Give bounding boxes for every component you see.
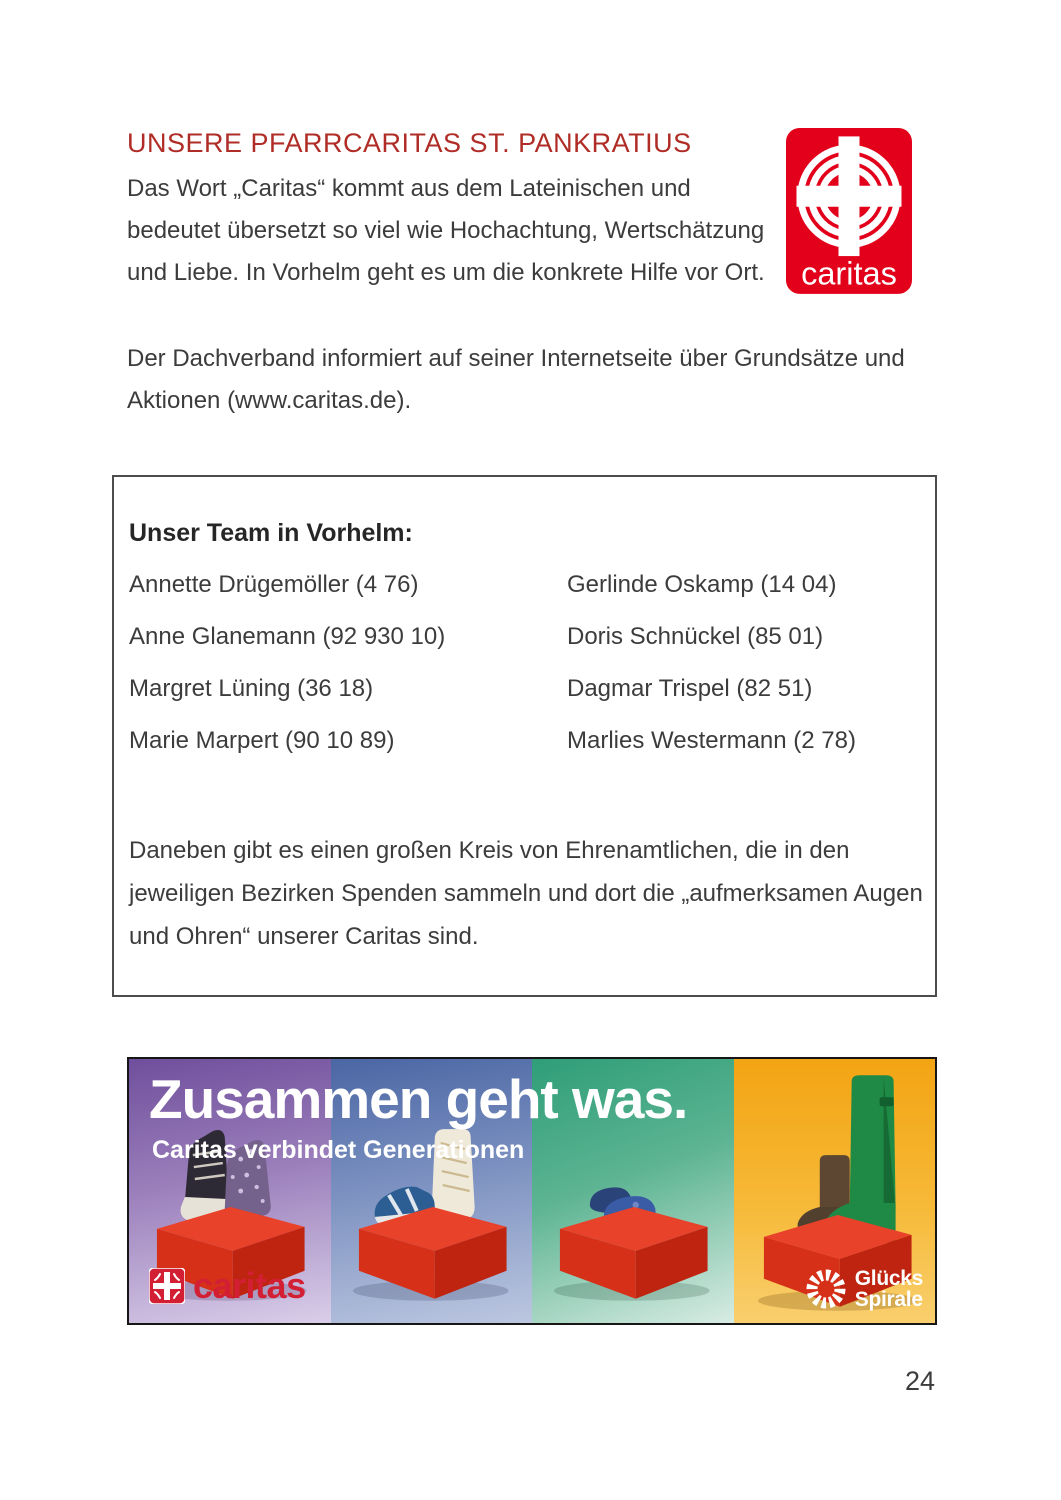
gluecksspirale-logo [804, 1267, 923, 1311]
page-number: 24 [905, 1366, 936, 1396]
team-box-heading: Unser Team in Vorhelm: [129, 519, 413, 547]
caritas-wordmark: caritas [801, 255, 897, 292]
caritas-flame-cross-icon [786, 128, 912, 294]
banner-caritas-wordmark: caritas [193, 1265, 306, 1306]
team-member: Marlies Westermann (2 78) [567, 727, 856, 754]
banner-subtitle: Caritas verbindet Generationen [152, 1136, 525, 1164]
banner-caritas-logo [149, 1265, 306, 1307]
banner-title: Zusammen geht was. [149, 1068, 688, 1130]
team-member: Dagmar Trispel (82 51) [567, 675, 813, 702]
team-member: Marie Marpert (90 10 89) [129, 727, 395, 754]
caritas-logo [786, 128, 912, 298]
gluecksspirale-spiral-icon [804, 1267, 848, 1311]
gluecksspirale-line2: Spirale [854, 1288, 923, 1311]
gluecksspirale-line1: Glücks [854, 1267, 923, 1290]
intro-paragraph: Das Wort „Caritas“ kommt aus dem Lateinischen und bedeutet übersetzt so viel wie Hochachtung, Wertschätzung und Liebe. In Vorhelm geht es um die konkrete Hilfe vor Ort. [127, 175, 765, 286]
gluecksspirale-wordmark [855, 1268, 923, 1310]
team-box [112, 475, 937, 997]
dachverband-paragraph: Der Dachverband informiert auf seiner Internetseite über Grundsätze und Aktionen (www.caritas.de). [127, 345, 905, 414]
caritas-flame-cross-small-icon [149, 1268, 185, 1304]
team-member: Gerlinde Oskamp (14 04) [567, 571, 837, 598]
team-member: Doris Schnückel (85 01) [567, 623, 824, 650]
team-member: Anne Glanemann (92 930 10) [129, 623, 446, 650]
campaign-banner [127, 1057, 937, 1325]
volunteers-note: Daneben gibt es einen großen Kreis von Ehrenamtlichen, die in den jeweiligen Bezirken Spenden sammeln und dort die „aufmerksamen Augen und Ohren“ unserer Caritas sind. [129, 837, 923, 950]
team-member: Margret Lüning (36 18) [129, 675, 374, 702]
page-title: UNSERE PFARRCARITAS ST. PANKRATIUS [127, 128, 692, 158]
team-member: Annette Drügemöller (4 76) [129, 571, 419, 598]
